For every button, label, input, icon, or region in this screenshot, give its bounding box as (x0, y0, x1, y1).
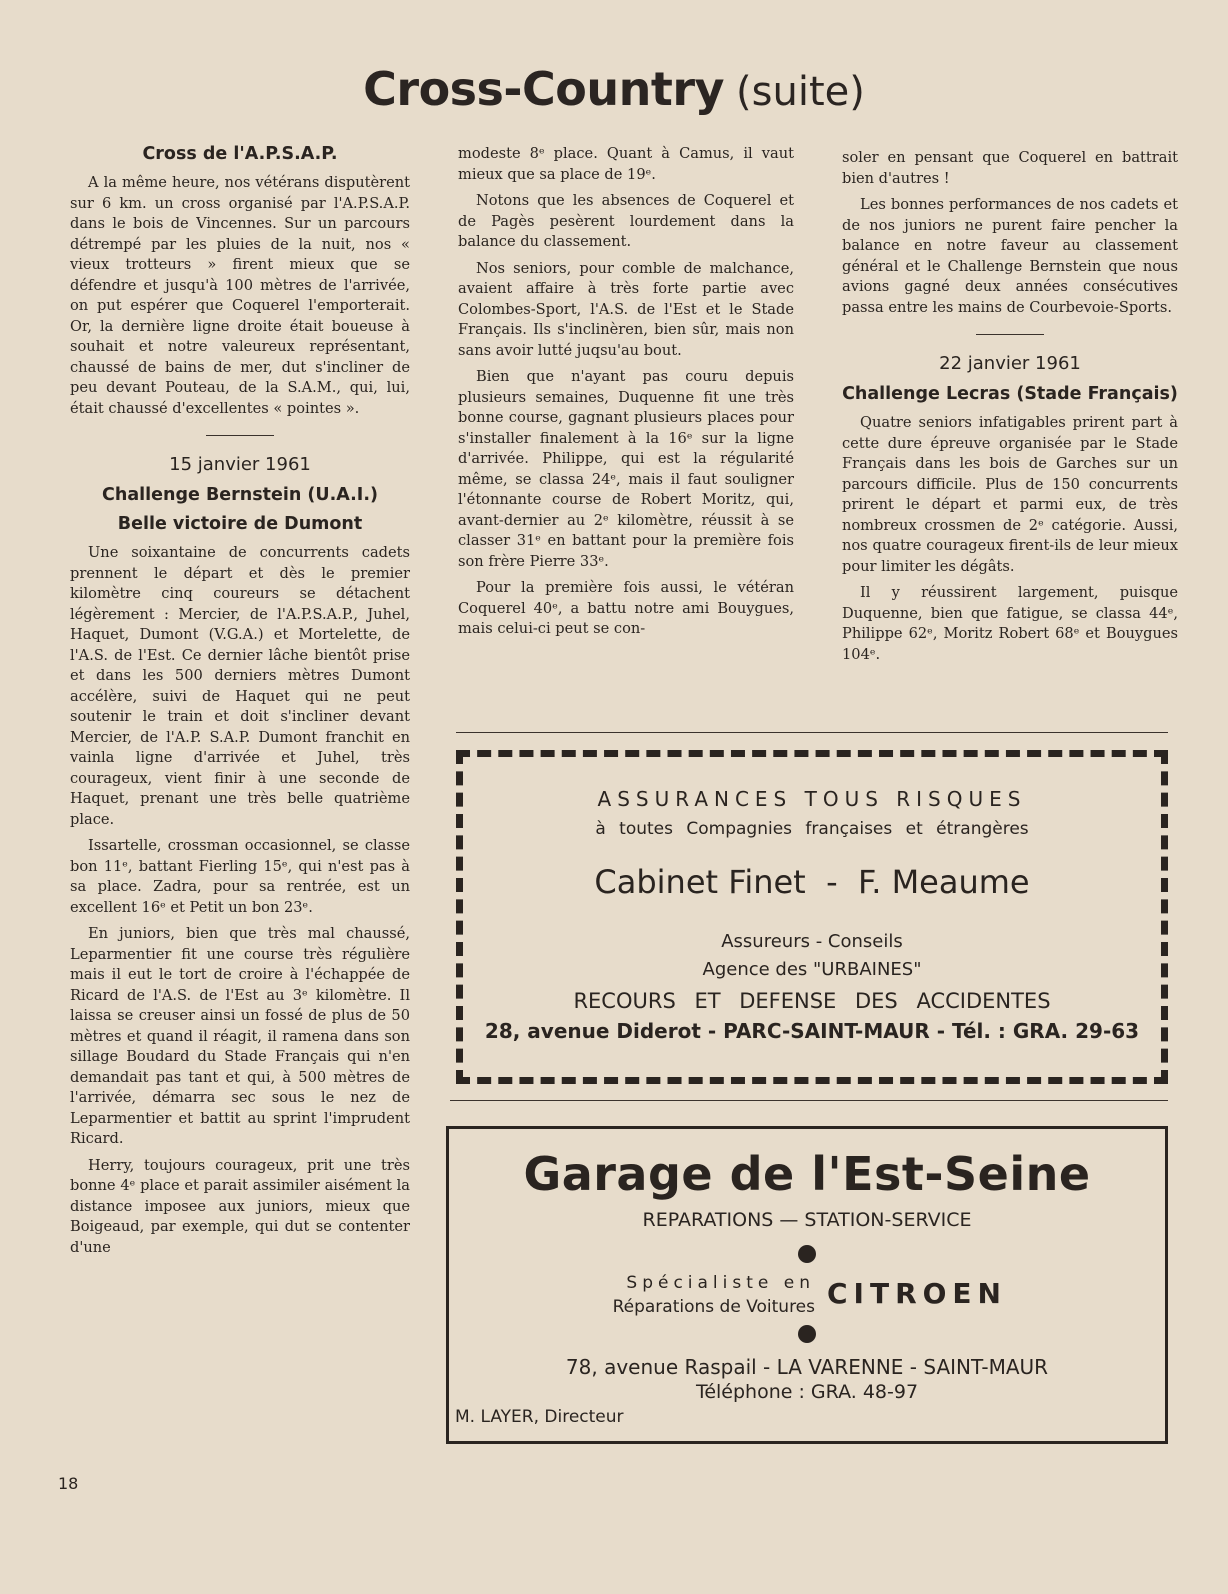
insurance-advertisement (456, 750, 1168, 1084)
column-1 (70, 140, 410, 1264)
date-heading: 22 janvier 1961 (939, 353, 1081, 374)
ad-subline: à toutes Compagnies françaises et étrangères (595, 819, 1029, 839)
section-heading-lecras: Challenge Lecras (Stade Français) (842, 384, 1178, 404)
paragraph: Issartelle, crossman occasionnel, se classe bon 11ᵉ, battant Fierling 15ᵉ, qui n'est pas à sa place. Zadra, pour sa rentrée, est un excellent 16ᵉ et Petit un bon 23ᵉ. (70, 837, 410, 916)
ad-agency: Agence des "URBAINES" (702, 959, 922, 980)
bullet-dot-icon (798, 1245, 816, 1263)
paragraph: Pour la première fois aussi, le vétéran Coquerel 40ᵉ, a battu notre ami Bouygues, mais celui-ci peut se con- (458, 579, 794, 637)
paragraph: Une soixantaine de concurrents cadets prennent le départ et dès le premier kilomètre cinq coureurs se détachent légèrement : Mercier, de l'A.P.S.A.P., Juhel, Haquet, Dumont (V.G.A.) et Mortelette, de l'A.S. de l'Est. Ce dernier lâche bientôt prise et dans les 500 derniers mètres Dumont accélère, suivi de Haquet qui ne peut soutenir le train et doit s'incliner devant Mercier, de l'A.P. S.A.P. Dumont franchit en vainla ligne d'arrivée et Juhel, très courageux, vient finir à une seconde de Haquet, prenant une très belle quatrième place. (70, 544, 410, 828)
ad-service: RECOURS ET DEFENSE DES ACCIDENTES (573, 989, 1051, 1013)
specialty-line-1: Spécialiste en (626, 1273, 815, 1293)
paragraph: Les bonnes performances de nos cadets et de nos juniors ne purent faire pencher la balance en notre faveur au classement général et le Challenge Bernstein que nous avions gagné deux années consécutives passa entre les mains de Courbevoie-Sports. (842, 196, 1178, 316)
date-heading: 15 janvier 1961 (169, 454, 311, 475)
page-number: 18 (58, 1474, 79, 1493)
ad-address: 28, avenue Diderot - PARC-SAINT-MAUR - Tél. : GRA. 29-63 (484, 1019, 1140, 1043)
paragraph: Notons que les absences de Coquerel et de Pagès pesèrent lourdement dans la balance du classement. (458, 192, 794, 250)
paragraph: soler en pensant que Coquerel en battrait bien d'autres ! (842, 149, 1178, 187)
garage-director: M. LAYER, Directeur (455, 1407, 624, 1427)
garage-specialty (565, 1271, 815, 1319)
garage-advertisement (446, 1126, 1168, 1444)
column-2 (458, 144, 794, 646)
column-3 (842, 148, 1178, 671)
horizontal-rule (456, 732, 1168, 733)
page-title (0, 62, 1228, 116)
garage-services: REPARATIONS — STATION-SERVICE (642, 1209, 972, 1231)
garage-name: Garage de l'Est-Seine (523, 1147, 1091, 1201)
title-main: Cross-Country (363, 62, 725, 116)
divider (206, 435, 274, 436)
garage-brand: CITROEN (827, 1277, 1007, 1310)
garage-address: 78, avenue Raspail - LA VARENNE - SAINT-MAUR (565, 1355, 1049, 1379)
sub-heading-dumont: Belle victoire de Dumont (117, 514, 363, 534)
paragraph: Herry, toujours courageux, prit une très bonne 4ᵉ place et parait assimiler aisément la distance imposee aux juniors, mieux que Boigeaud, par exemple, qui dut se contenter d'une (70, 1156, 410, 1256)
bullet-dot-icon (798, 1325, 816, 1343)
paragraph: modeste 8ᵉ place. Quant à Camus, il vaut mieux que sa place de 19ᵉ. (458, 145, 794, 183)
paragraph: En juniors, bien que très mal chaussé, Leparmentier fit une course très régulière mais il eut le tort de croire à l'échappée de Ricard de l'A.S. de l'Est au 3ᵉ kilomètre. Il laissa se creuser ainsi un fossé de plus de 50 mètres et quand il réagit, il ramena dans son sillage Boudard du Stade Français qui n'en demandait pas tant et qui, à 500 mètres de l'arrivée, démarra sec sous le nez de Leparmentier et battit au sprint l'imprudent Ricard. (70, 925, 410, 1147)
paragraph: Nos seniors, pour comble de malchance, avaient affaire à très forte partie avec Colombes-Sport, l'A.S. de l'Est et le Stade Français. Ils s'inclinèren, bien sûr, mais non sans avoir lutté juqsu'au bout. (458, 259, 794, 359)
paragraph: Bien que n'ayant pas couru depuis plusieurs semaines, Duquenne fit une très bonne course, gagnant plusieurs places pour s'installer finalement à la 16ᵉ sur la ligne d'arrivée. Philippe, qui est la régularité même, se classa 24ᵉ, mais il faut souligner l'étonnante course de Robert Moritz, qui, avant-dernier au 2ᵉ kilomètre, réussit à se classer 31ᵉ en battant pour la première fois son frère Pierre 33ᵉ. (458, 368, 794, 570)
paragraph: Quatre seniors infatigables prirent part à cette dure épreuve organisée par le Stade Français dans les bois de Garches sur un parcours difficile. Plus de 150 concurrents prirent le départ et parmi eux, de très nombreux crossmen de 2ᵉ catégorie. Aussi, nos quatre courageux firent-ils de leur mieux pour limiter les dégâts. (842, 414, 1178, 575)
ad-company-name: Cabinet Finet - F. Meaume (594, 863, 1030, 901)
garage-phone: Téléphone : GRA. 48-97 (695, 1381, 919, 1403)
ad-role: Assureurs - Conseils (721, 931, 903, 952)
horizontal-rule (450, 1100, 1168, 1101)
title-subtitle: (suite) (736, 69, 865, 115)
section-heading-bernstein: Challenge Bernstein (U.A.I.) (102, 485, 378, 505)
section-heading-apsap: Cross de l'A.P.S.A.P. (142, 144, 338, 164)
paragraph: A la même heure, nos vétérans disputèrent sur 6 km. un cross organisé par l'A.P.S.A.P. dans le bois de Vincennes. Sur un parcours détrempé par les pluies de la nuit, nos « vieux trotteurs » firent mieux que se défendre et jusqu'à 100 mètres de l'arrivée, on put espérer que Coquerel l'emporterait. Or, la dernière ligne droite était boueuse à souhait et notre valeureux représentant, chaussé de bains de mer, dut s'incliner de peu devant Pouteau, de la S.A.M., qui, lui, était chaussé d'excellentes « pointes ». (70, 174, 410, 417)
ad-headline: ASSURANCES TOUS RISQUES (597, 787, 1027, 811)
paragraph: Il y réussirent largement, puisque Duquenne, bien que fatigue, se classa 44ᵉ, Philippe 62ᵉ, Moritz Robert 68ᵉ et Bouygues 104ᵉ. (842, 584, 1178, 663)
divider (976, 334, 1044, 335)
specialty-line-2: Réparations de Voitures (612, 1297, 815, 1317)
